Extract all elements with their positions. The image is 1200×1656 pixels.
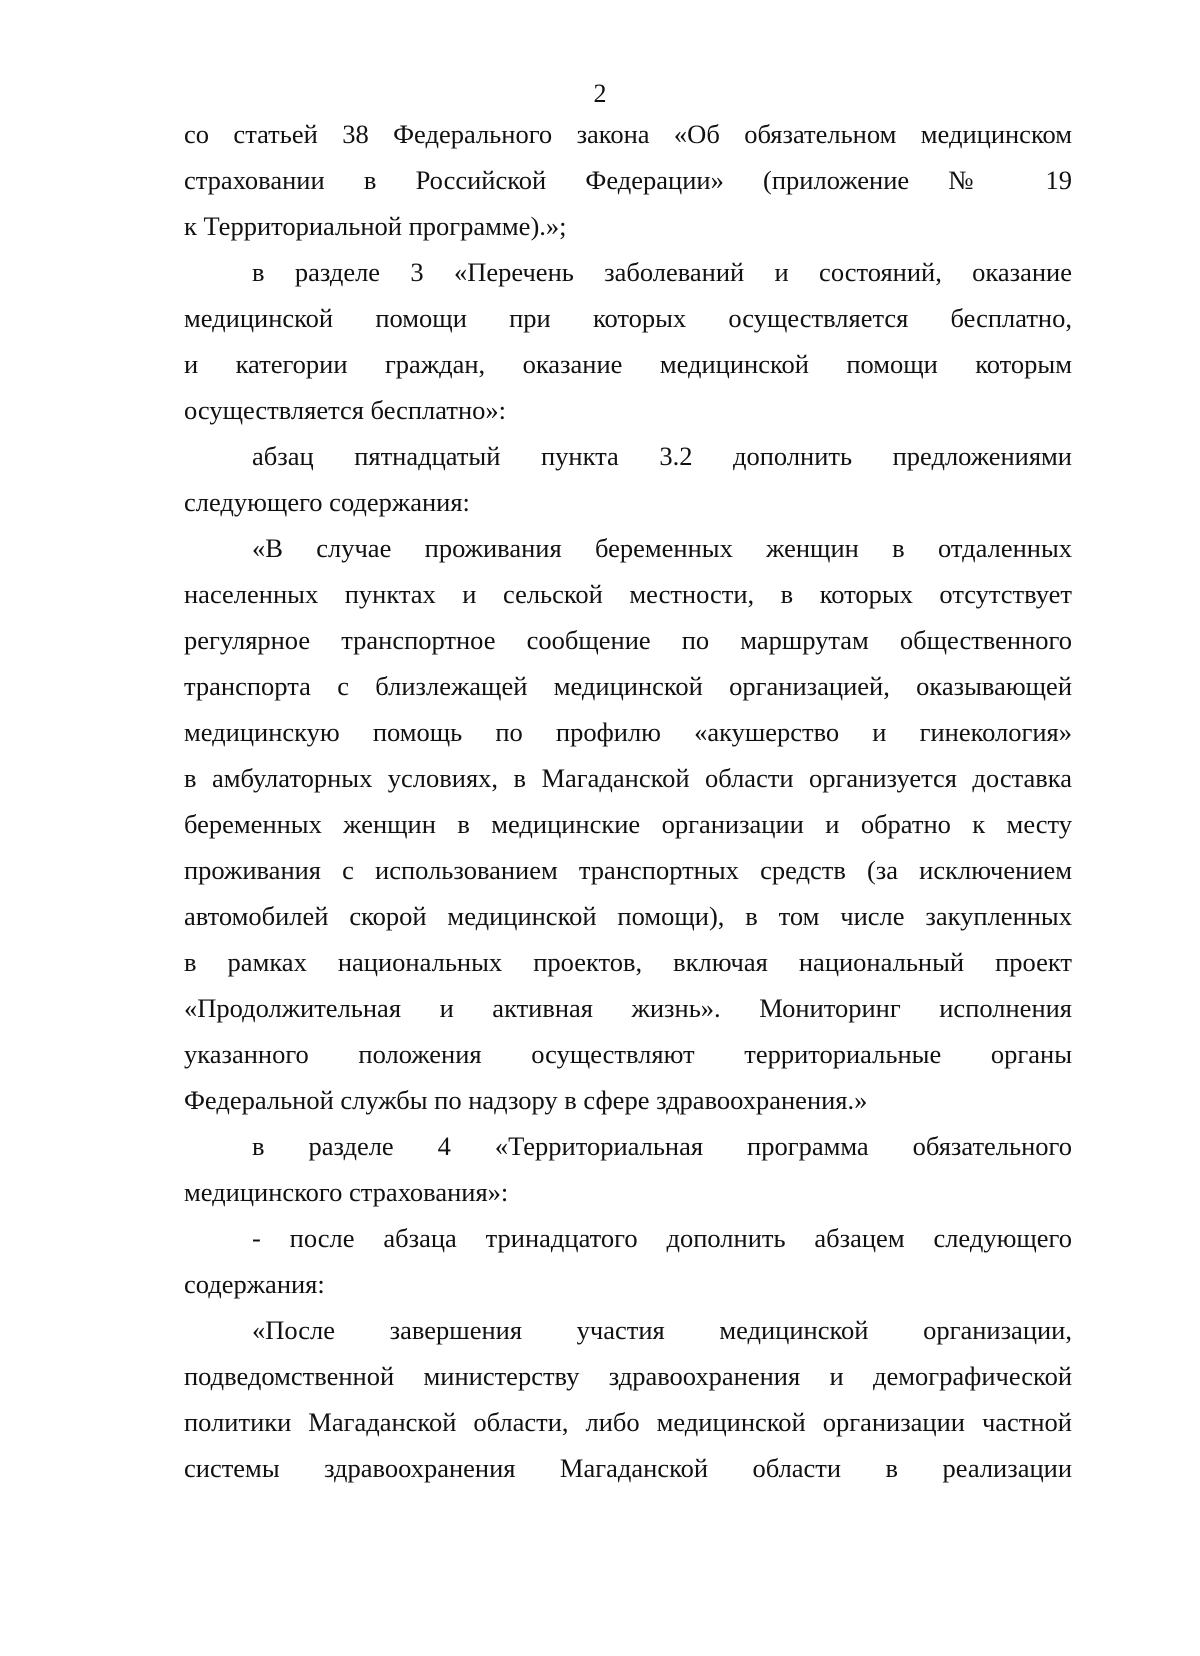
text-line: содержания: (184, 1269, 325, 1299)
text-line: системы здравоохранения Магаданской области в реализации (184, 1453, 1072, 1483)
text-line: к Территориальной программе).»; (184, 211, 567, 241)
text-line: подведомственной министерству здравоохранения и демографической (184, 1361, 1072, 1391)
text-line: и категории граждан, оказание медицинской помощи которым (184, 349, 1072, 379)
text-line: медицинского страхования»: (184, 1177, 509, 1207)
text-line: медицинскую помощь по профилю «акушерство и гинекология» (184, 717, 1072, 747)
text-line: регулярное транспортное сообщение по маршрутам общественного (184, 625, 1072, 655)
text-line: страховании в Российской Федерации» (приложение № 19 (184, 165, 1072, 195)
text-line: «Продолжительная и активная жизнь». Мониторинг исполнения (184, 993, 1072, 1023)
text-line: проживания с использованием транспортных средств (за исключением (184, 855, 1072, 885)
page-number: 2 (593, 79, 607, 108)
text-line: - после абзаца тринадцатого дополнить абзацем следующего (252, 1223, 1072, 1253)
text-line: следующего содержания: (184, 487, 470, 517)
text-line: осуществляется бесплатно»: (184, 395, 506, 425)
text-line: в разделе 3 «Перечень заболеваний и состояний, оказание (252, 257, 1072, 287)
text-line: в рамках национальных проектов, включая национальный проект (184, 947, 1072, 977)
text-line: Федеральной службы по надзору в сфере здравоохранения.» (184, 1085, 868, 1115)
text-line: со статьей 38 Федерального закона «Об обязательном медицинском (184, 119, 1072, 149)
text-line: политики Магаданской области, либо медицинской организации частной (184, 1407, 1072, 1437)
text-line: беременных женщин в медицинские организации и обратно к месту (184, 809, 1072, 839)
text-line: «В случае проживания беременных женщин в отдаленных (252, 533, 1072, 563)
text-line: населенных пунктах и сельской местности, в которых отсутствует (184, 579, 1072, 609)
text-line: в разделе 4 «Территориальная программа обязательного (252, 1131, 1072, 1161)
text-line: указанного положения осуществляют территориальные органы (184, 1039, 1072, 1069)
text-line: «После завершения участия медицинской организации, (252, 1315, 1072, 1345)
text-line: автомобилей скорой медицинской помощи), в том числе закупленных (184, 901, 1072, 931)
text-line: транспорта с близлежащей медицинской организацией, оказывающей (184, 671, 1072, 701)
text-line: абзац пятнадцатый пункта 3.2 дополнить предложениями (252, 441, 1072, 471)
text-line: в амбулаторных условиях, в Магаданской области организуется доставка (184, 763, 1072, 793)
text-line: медицинской помощи при которых осуществляется бесплатно, (184, 303, 1072, 333)
